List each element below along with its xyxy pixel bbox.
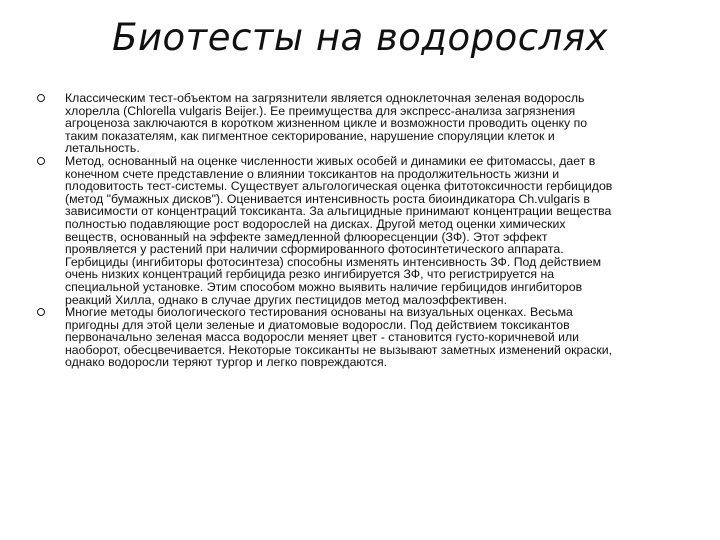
bullet-text: Классическим тест-объектом на загрязнители является одноклеточная зеленая водоросль хлорелла (Chlorella vulgaris Beijer.). Ее преимущества для экспресс-анализа загрязнения агроценоза заключаются в коротком жизненном цикле и возможности проводить оценку по таким показателям, как пигментное секторирование, нарушение споруляции клеток и летальность. xyxy=(65,91,588,156)
circle-bullet-icon xyxy=(37,157,45,165)
bullet-item xyxy=(34,155,614,306)
bullet-item xyxy=(34,92,614,155)
slide-title: Биотесты на водорослях xyxy=(112,16,608,59)
bullet-text: Многие методы биологического тестирования основаны на визуальных оценках. Весьма пригодны для этой цели зеленые и диатомовые водоросли. Под действием токсикантов первоначально зеленая масса водоросли меняет цвет - становится густо-коричневой или наоборот, обесцвечивается. Некоторые токсиканты не вызывают заметных изменений окраски, однако водоросли теряют тургор и легко повреждаются. xyxy=(65,305,613,370)
bullet-list xyxy=(34,92,614,369)
circle-bullet-icon xyxy=(37,94,45,102)
circle-bullet-icon xyxy=(37,308,45,316)
bullet-item xyxy=(34,306,614,369)
bullet-text: Метод, основанный на оценке численности живых особей и динамики ее фитомассы, дает в конечном счете представление о влиянии токсикантов на продолжительность жизни и плодовитость тест-системы. Существует альгологическая оценка фитотоксичности гербицидов (метод "бумажных дисков"). Оценивается интенсивность роста биоиндикатора Ch.vulgaris в зависимости от концентраций токсиканта. За альгицидные принимают концентрации вещества полностью подавляющие рост водорослей на дисках. Другой метод оценки химических веществ, основанный на эффекте замедленной флюоресценции (ЗФ). Этот эффект проявляется у растений при наличии сформированного фотосинтетического аппарата. Гербициды (ингибиторы фотосинтеза) способны изменять интенсивность ЗФ. Под действием очень низких концентраций гербицида резко ингибируется ЗФ, что регистрируется на специальной установке. Этим способом можно выявить наличие гербицидов ингибиторов реакций Хилла, однако в случае других пестицидов метод малоэффективен. xyxy=(65,153,613,307)
